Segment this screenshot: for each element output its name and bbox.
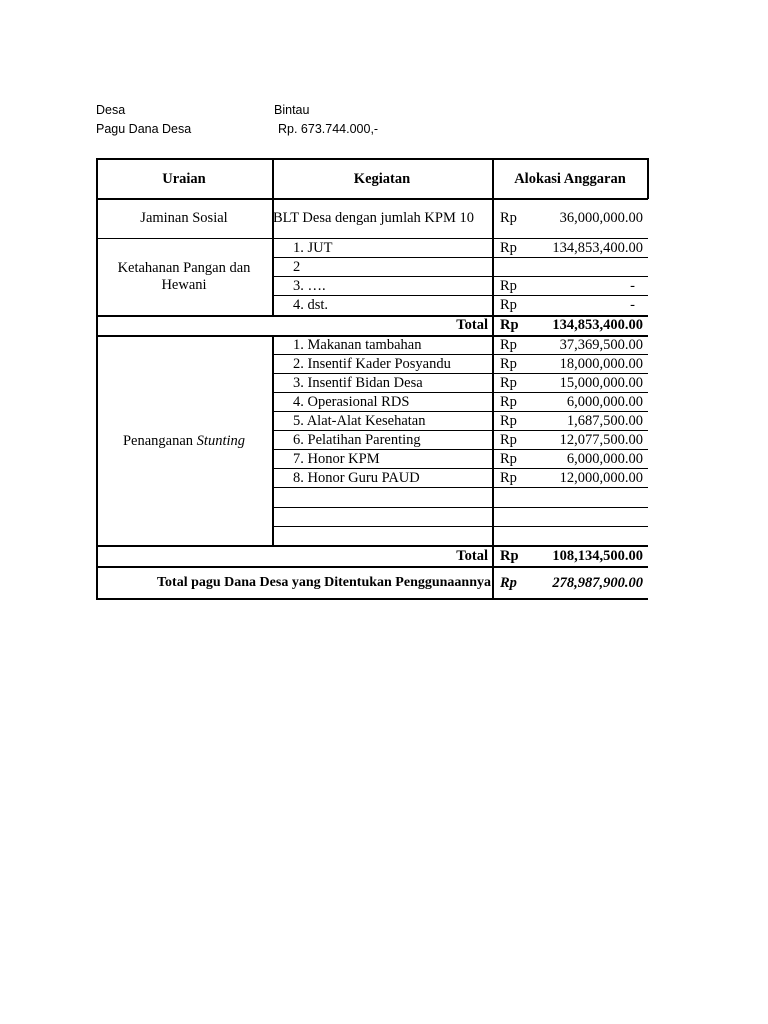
- grand-total-rp: Rp: [500, 575, 517, 591]
- rp-label: Rp: [500, 278, 517, 294]
- kegiatan-blt: BLT Desa dengan jumlah KPM 10: [273, 210, 474, 226]
- uraian-stunting: [96, 434, 272, 449]
- uraian-stunting-prefix: Penanganan: [122, 433, 194, 449]
- uraian-ketahanan-line2: Hewani: [161, 277, 207, 293]
- kegiatan-row: 2: [293, 259, 301, 275]
- amount-cell: 12,000,000.00: [559, 470, 643, 486]
- rp-label: Rp: [500, 470, 517, 486]
- column-header-uraian: Uraian: [162, 171, 206, 187]
- kegiatan-row: 8. Honor Guru PAUD: [293, 470, 420, 486]
- kegiatan-row: 1. JUT: [293, 240, 333, 256]
- total-rp: Rp: [500, 317, 519, 333]
- kegiatan-row: 2. Insentif Kader Posyandu: [293, 356, 451, 372]
- amount-cell: 15,000,000.00: [559, 375, 643, 391]
- amount-cell: 12,077,500.00: [559, 432, 643, 448]
- kegiatan-row: 6. Pelatihan Parenting: [293, 432, 421, 448]
- amount-cell: -: [630, 278, 635, 294]
- total-label: Total: [456, 317, 488, 333]
- rp-label: Rp: [500, 394, 517, 410]
- uraian-ketahanan-line1: Ketahanan Pangan dan: [117, 260, 251, 276]
- desa-value: Bintau: [274, 103, 310, 117]
- desa-label: Desa: [96, 103, 126, 117]
- rp-label: Rp: [500, 413, 517, 429]
- pagu-label: Pagu Dana Desa: [96, 122, 192, 136]
- total-label: Total: [456, 548, 488, 564]
- kegiatan-row: 4. Operasional RDS: [293, 394, 410, 410]
- rp-label: Rp: [500, 432, 517, 448]
- amount-cell: -: [630, 297, 635, 313]
- kegiatan-row: 1. Makanan tambahan: [293, 337, 422, 353]
- rp-label: Rp: [500, 210, 517, 226]
- amount-cell: 6,000,000.00: [566, 451, 643, 467]
- rp-label: Rp: [500, 356, 517, 372]
- rp-label: Rp: [500, 240, 517, 256]
- grand-total-amount: 278,987,900.00: [552, 575, 643, 591]
- amount-cell: 1,687,500.00: [566, 413, 643, 429]
- amount-cell: 6,000,000.00: [566, 394, 643, 410]
- kegiatan-row: 3. Insentif Bidan Desa: [293, 375, 423, 391]
- pagu-value: Rp. 673.744.000,-: [278, 122, 379, 136]
- grand-total-label: Total pagu Dana Desa yang Ditentukan Penggunaannya: [156, 575, 491, 590]
- rp-label: Rp: [500, 375, 517, 391]
- total-amount: 108,134,500.00: [552, 548, 643, 564]
- column-header-kegiatan: Kegiatan: [353, 171, 411, 187]
- uraian-jaminan-sosial: Jaminan Sosial: [140, 210, 228, 226]
- kegiatan-row: 3. ….: [293, 278, 326, 294]
- kegiatan-row: 7. Honor KPM: [293, 451, 380, 467]
- kegiatan-row: 4. dst.: [293, 297, 329, 313]
- column-header-alokasi: Alokasi Anggaran: [514, 171, 626, 187]
- total-rp: Rp: [500, 548, 519, 564]
- rp-label: Rp: [500, 297, 517, 313]
- uraian-stunting-italic: Stunting: [196, 433, 246, 449]
- amount-cell: 18,000,000.00: [559, 356, 643, 372]
- rp-label: Rp: [500, 337, 517, 353]
- total-amount: 134,853,400.00: [552, 317, 643, 333]
- amount-cell: 134,853,400.00: [552, 240, 643, 256]
- rp-label: Rp: [500, 451, 517, 467]
- kegiatan-row: 5. Alat-Alat Kesehatan: [293, 413, 426, 429]
- amount-jaminan: 36,000,000.00: [559, 210, 643, 226]
- amount-cell: 37,369,500.00: [559, 337, 643, 353]
